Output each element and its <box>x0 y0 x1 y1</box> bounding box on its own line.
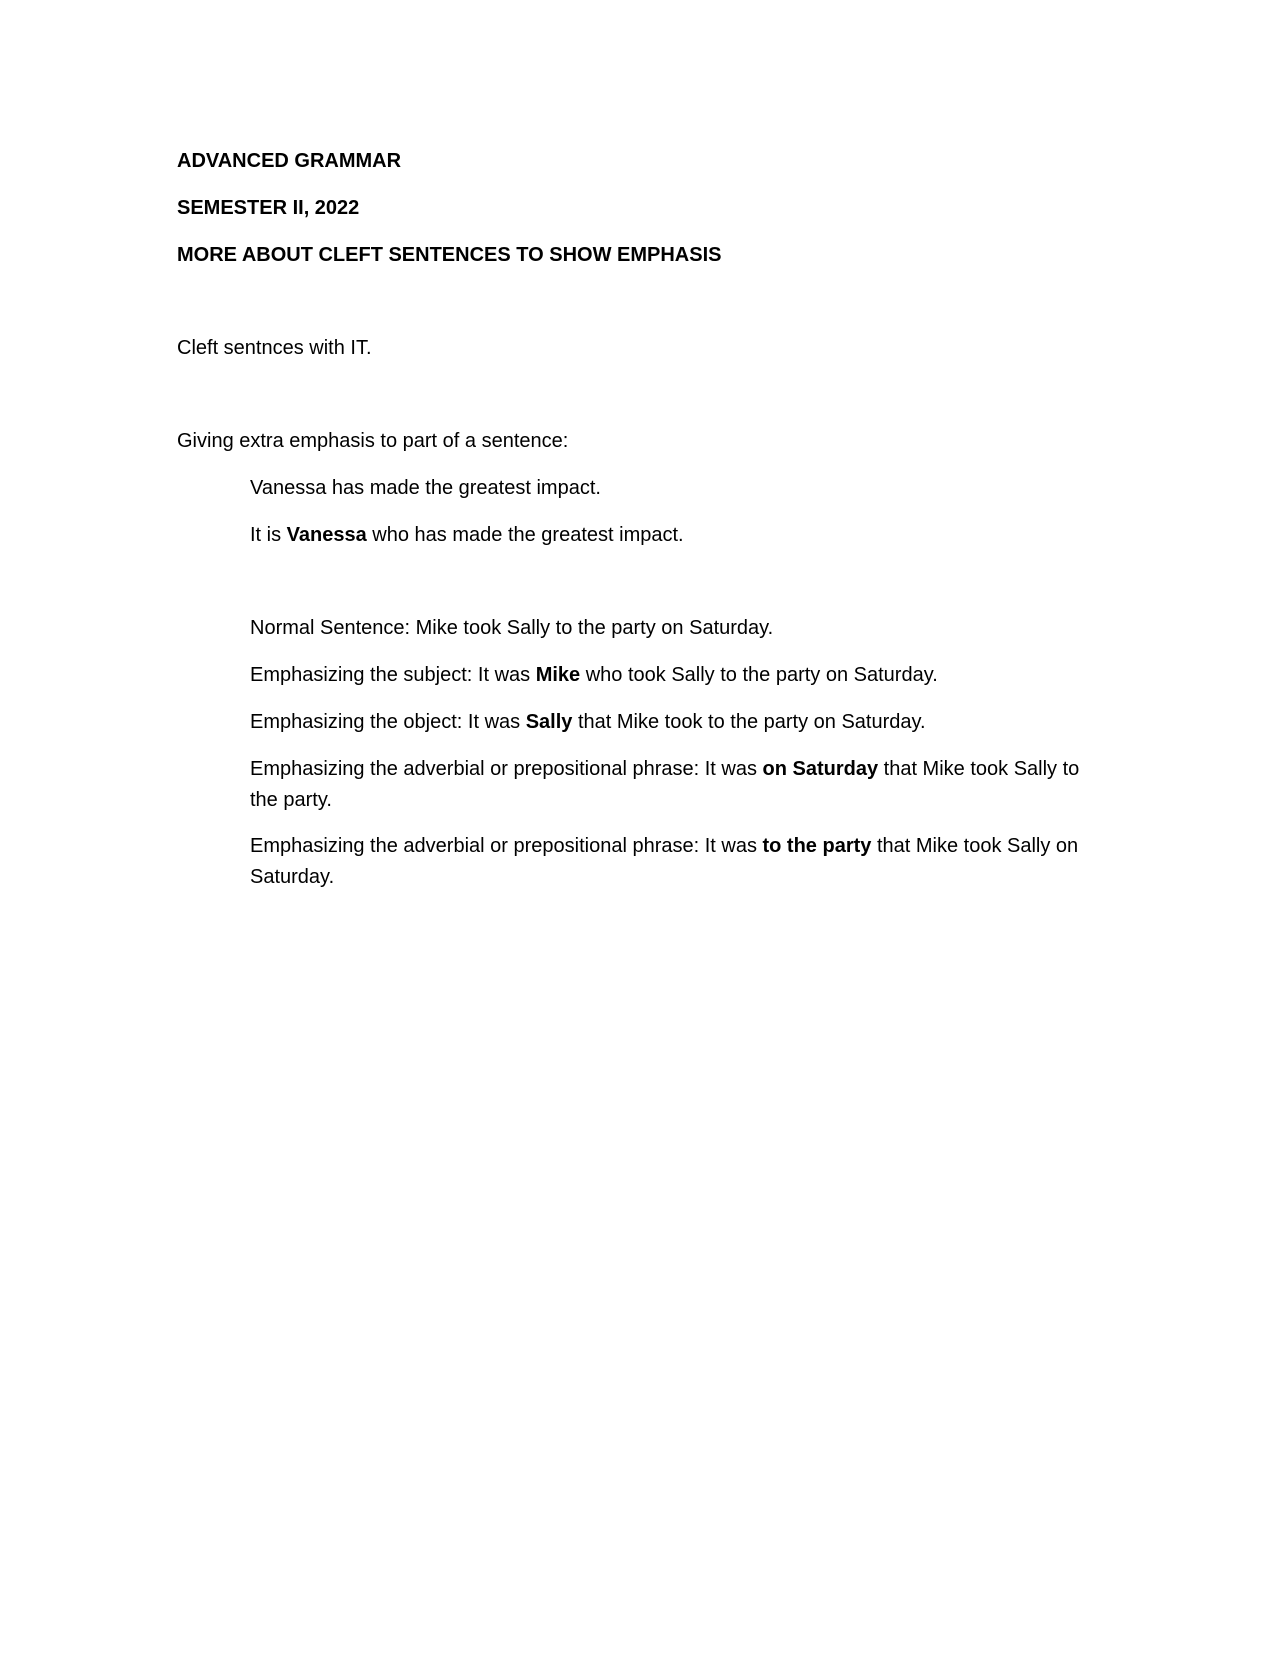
emphasis-adverbial-sentence-1 <box>250 754 1110 816</box>
adverbial-1-bold: on Saturday <box>762 758 879 780</box>
emphasis-lead: Giving extra emphasis to part of a sentence: <box>177 430 569 452</box>
emphasis-object-sentence <box>250 707 926 738</box>
example-cleft-sentence <box>250 520 684 551</box>
adverbial-1-after: that Mike took Sally to the party. <box>250 758 1080 811</box>
example-cleft-bold: Vanessa <box>286 524 367 546</box>
adverbial-2-after: that Mike took Sally on Saturday. <box>250 835 1079 888</box>
subject-before: Emphasizing the subject: It was <box>250 664 536 686</box>
object-before: Emphasizing the object: It was <box>250 711 526 733</box>
object-after: that Mike took to the party on Saturday. <box>572 711 926 733</box>
adverbial-2-before: Emphasizing the adverbial or prepositional phrase: It was <box>250 835 763 857</box>
cleft-with-it-label: Cleft sentnces with IT. <box>177 337 372 359</box>
course-title: ADVANCED GRAMMAR <box>177 150 402 172</box>
subject-bold: Mike <box>535 664 581 686</box>
example-cleft-after: who has made the greatest impact. <box>366 524 684 546</box>
adverbial-2-bold: to the party <box>762 835 872 857</box>
emphasis-subject-sentence <box>250 660 938 691</box>
semester-label: SEMESTER II, 2022 <box>177 197 360 219</box>
subject-after: who took Sally to the party on Saturday. <box>580 664 938 686</box>
example-plain-sentence: Vanessa has made the greatest impact. <box>250 477 601 499</box>
object-bold: Sally <box>525 711 573 733</box>
normal-sentence: Normal Sentence: Mike took Sally to the party on Saturday. <box>250 617 774 639</box>
emphasis-adverbial-sentence-2 <box>250 831 1110 893</box>
adverbial-1-before: Emphasizing the adverbial or prepositional phrase: It was <box>250 758 763 780</box>
topic-title: MORE ABOUT CLEFT SENTENCES TO SHOW EMPHASIS <box>177 244 722 266</box>
example-cleft-before: It is <box>250 524 287 546</box>
